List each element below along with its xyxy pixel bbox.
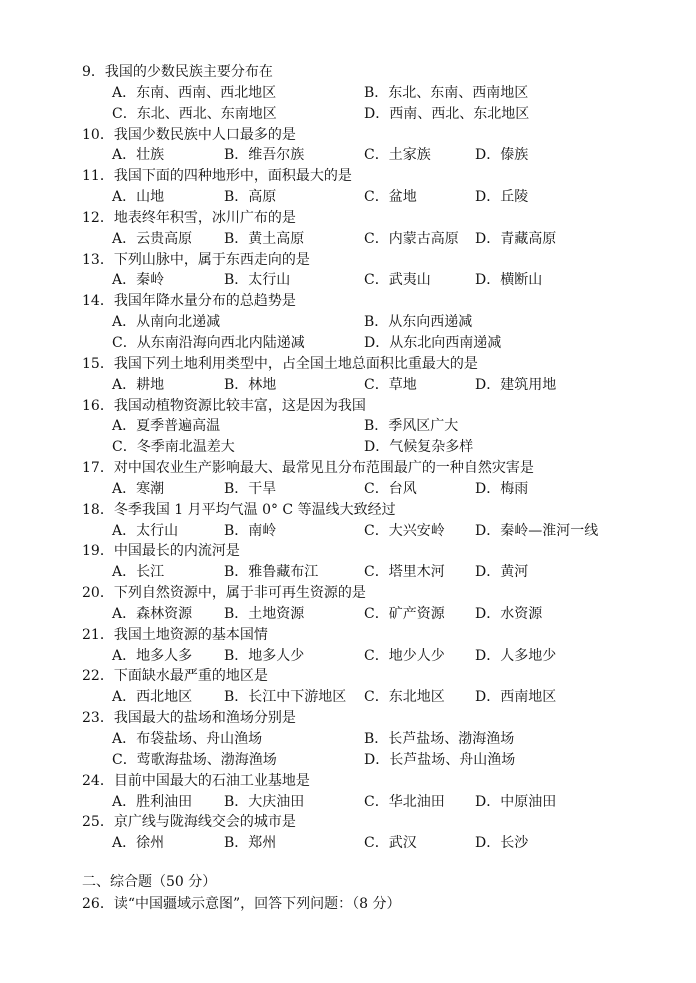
- question-stem: 16．我国动植物资源比较丰富，这是因为我国: [82, 397, 366, 414]
- answer-option: B．大庆油田: [224, 793, 305, 810]
- answer-option: C．华北油田: [364, 793, 445, 810]
- answer-option: D．长沙: [475, 835, 529, 852]
- question-stem: 12．地表终年积雪，冰川广布的是: [82, 209, 296, 226]
- answer-option: D．秦岭—淮河一线: [475, 522, 599, 539]
- answer-option: C．盆地: [364, 189, 417, 206]
- answer-option: B．地多人少: [224, 647, 305, 664]
- answer-option: D．傣族: [475, 147, 529, 164]
- answer-option: A．从南向北递减: [112, 314, 221, 331]
- options-row: [82, 437, 672, 458]
- section-heading: 二、综合题（50 分）: [82, 874, 217, 890]
- options-row: [82, 229, 672, 250]
- answer-option: A．壮族: [112, 147, 165, 164]
- answer-option: C．塔里木河: [364, 564, 445, 581]
- answer-option: B．干旱: [224, 480, 277, 497]
- options-row: [82, 604, 672, 625]
- answer-option: D．青藏高原: [475, 230, 557, 247]
- options-row: [82, 833, 672, 854]
- answer-option: A．东南、西南、西北地区: [112, 84, 277, 101]
- options-row: [82, 270, 672, 291]
- answer-option: C．冬季南北温差大: [112, 439, 235, 456]
- answer-option: B．季风区广大: [364, 418, 459, 435]
- answer-option: B．长芦盐场、渤海渔场: [364, 731, 515, 747]
- options-row: [82, 416, 672, 437]
- answer-option: A．山地: [112, 189, 165, 206]
- question-stem: 23．我国最大的盐场和渔场分别是: [82, 710, 296, 727]
- answer-option: A．徐州: [112, 835, 165, 852]
- answer-option: D．中原油田: [475, 793, 557, 810]
- multiple-choice-questions: [82, 62, 672, 854]
- answer-option: B．高原: [224, 189, 277, 206]
- options-row: [82, 375, 672, 396]
- answer-option: B．土地资源: [224, 605, 305, 622]
- answer-option: C．武夷山: [364, 272, 431, 289]
- answer-option: C．矿产资源: [364, 605, 445, 622]
- answer-option: C．东北、西北、东南地区: [112, 105, 277, 122]
- options-row: [82, 187, 672, 208]
- question-stem: 11．我国下面的四种地形中，面积最大的是: [82, 168, 352, 185]
- question-stem: 18．冬季我国 1 月平均气温 0° C 等温线大致经过: [82, 501, 396, 518]
- answer-option: B．雅鲁藏布江: [224, 564, 319, 581]
- answer-option: A．长江: [112, 564, 165, 581]
- options-row: [82, 792, 672, 813]
- answer-option: D．建筑用地: [475, 376, 557, 393]
- answer-option: D．横断山: [475, 272, 543, 289]
- options-row: [82, 687, 672, 708]
- question-stem: 13．下列山脉中，属于东西走向的是: [82, 251, 310, 268]
- answer-option: A．西北地区: [112, 689, 193, 706]
- options-row: [82, 750, 672, 771]
- question-stem: 25．京广线与陇海线交会的城市是: [82, 814, 296, 831]
- answer-option: C．土家族: [364, 147, 431, 164]
- options-row: [82, 562, 672, 583]
- answer-option: D．水资源: [475, 605, 543, 622]
- answer-option: B．太行山: [224, 272, 291, 289]
- answer-option: A．地多人多: [112, 647, 193, 664]
- answer-option: B．黄土高原: [224, 230, 305, 247]
- answer-option: B．东北、东南、西南地区: [364, 84, 529, 101]
- answer-option: C．地少人少: [364, 647, 445, 664]
- answer-option: C．莺歌海盐场、渤海渔场: [112, 751, 277, 768]
- question-stem: 19．中国最长的内流河是: [82, 543, 240, 560]
- answer-option: D．梅雨: [475, 480, 529, 497]
- answer-option: B．林地: [224, 376, 277, 393]
- answer-option: D．西南地区: [475, 689, 557, 706]
- answer-option: C．东北地区: [364, 689, 445, 706]
- answer-option: A．耕地: [112, 376, 165, 393]
- question-stem: 9．我国的少数民族主要分布在: [82, 64, 273, 80]
- answer-option: B．南岭: [224, 522, 277, 539]
- question-26-stem: 26．读“中国疆域示意图”，回答下列问题：（8 分）: [82, 896, 401, 912]
- options-row: [82, 479, 672, 500]
- question-stem: 24．目前中国最大的石油工业基地是: [82, 772, 310, 789]
- answer-option: C．内蒙古高原: [364, 230, 459, 247]
- answer-option: A．太行山: [112, 522, 179, 539]
- options-row: [82, 145, 672, 166]
- options-row: [82, 333, 672, 354]
- question-stem: 14．我国年降水量分布的总趋势是: [82, 293, 296, 310]
- answer-option: A．寒潮: [112, 480, 165, 497]
- question-stem: 20．下列自然资源中，属于非可再生资源的是: [82, 585, 366, 602]
- answer-option: C．草地: [364, 376, 417, 393]
- answer-option: D．黄河: [475, 564, 529, 581]
- question-stem: 15．我国下列土地利用类型中，占全国土地总面积比重最大的是: [82, 355, 478, 372]
- answer-option: A．布袋盐场、舟山渔场: [112, 731, 263, 747]
- answer-option: A．秦岭: [112, 272, 165, 289]
- answer-option: A．胜利油田: [112, 793, 193, 810]
- options-row: [82, 646, 672, 667]
- question-stem: 10．我国少数民族中人口最多的是: [82, 126, 296, 143]
- answer-option: D．气候复杂多样: [364, 439, 474, 456]
- answer-option: D．长芦盐场、舟山渔场: [364, 751, 516, 768]
- question-stem: 17．对中国农业生产影响最大、最常见且分布范围最广的一种自然灾害是: [82, 460, 534, 477]
- answer-option: B．郑州: [224, 835, 277, 852]
- options-row: [82, 729, 672, 750]
- answer-option: D．丘陵: [475, 189, 529, 206]
- answer-option: A．夏季普遍高温: [112, 418, 221, 435]
- answer-option: D．人多地少: [475, 647, 557, 664]
- answer-option: C．台风: [364, 480, 417, 497]
- options-row: [82, 521, 672, 542]
- answer-option: D．西南、西北、东北地区: [364, 105, 530, 122]
- answer-option: B．从东向西递减: [364, 314, 473, 331]
- answer-option: C．从东南沿海向西北内陆递减: [112, 334, 305, 351]
- options-row: [82, 312, 672, 333]
- options-row: [82, 83, 672, 104]
- options-row: [82, 104, 672, 125]
- question-stem: 21．我国土地资源的基本国情: [82, 626, 268, 643]
- answer-option: C．武汉: [364, 835, 417, 852]
- answer-option: D．从东北向西南递减: [364, 334, 502, 351]
- answer-option: C．大兴安岭: [364, 522, 445, 539]
- answer-option: B．维吾尔族: [224, 147, 305, 164]
- answer-option: A．森林资源: [112, 605, 193, 622]
- answer-option: B．长江中下游地区: [224, 689, 347, 706]
- answer-option: A．云贵高原: [112, 230, 193, 247]
- question-stem: 22．下面缺水最严重的地区是: [82, 668, 268, 685]
